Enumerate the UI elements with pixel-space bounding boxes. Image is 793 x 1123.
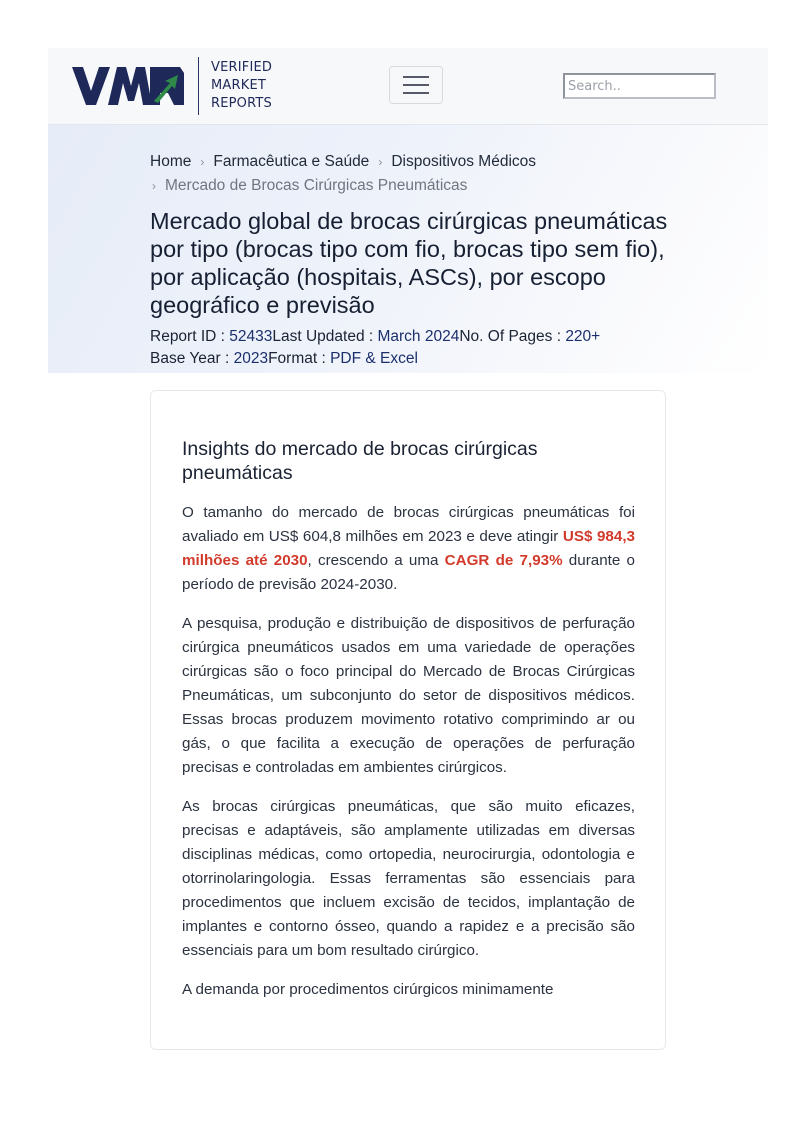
format-value: PDF & Excel bbox=[330, 350, 418, 367]
last-updated-label: Last Updated : bbox=[272, 328, 378, 345]
page-count-label: No. Of Pages : bbox=[459, 328, 566, 345]
breadcrumb-current: Mercado de Brocas Cirúrgicas Pneumáticas bbox=[165, 177, 468, 194]
report-id-label: Report ID : bbox=[150, 328, 230, 345]
report-hero bbox=[48, 125, 768, 373]
insights-paragraph-1 bbox=[182, 501, 635, 597]
base-year-label: Base Year : bbox=[150, 350, 234, 367]
market-insights-card bbox=[150, 390, 666, 1050]
logo-line-1: VERIFIED bbox=[211, 60, 273, 75]
page-title: Mercado global de brocas cirúrgicas pneumáticas por tipo (brocas tipo com fio, brocas tipo sem fio), por aplicação (hospitais, ASCs), por escopo geográfico e previsão bbox=[150, 208, 668, 318]
insights-paragraph-2: A pesquisa, produção e distribuição de dispositivos de perfuração cirúrgica pneumáticos usados em uma variedade de operações cirúrgicas são o foco principal do Mercado de Brocas Cirúrgicas Pneumáticas, um subconjunto do setor de dispositivos médicos. Essas brocas produzem movimento rotativo comprimindo ar ou gás, o que facilita a execução de operações de perfuração precisas e controladas em ambientes cirúrgicos. bbox=[182, 615, 635, 776]
logo-divider bbox=[198, 57, 199, 115]
report-id-value: 52433 bbox=[229, 328, 273, 345]
p1-text-a: O tamanho do mercado de brocas cirúrgicas pneumáticas foi avaliado em US$ 604,8 milhões em 2023 e deve atingir bbox=[182, 504, 635, 545]
chevron-right-icon: › bbox=[378, 155, 383, 169]
report-meta bbox=[150, 326, 670, 370]
page-count-value: 220+ bbox=[565, 328, 601, 345]
logo-line-3: REPORTS bbox=[211, 96, 272, 111]
hamburger-menu-button[interactable] bbox=[389, 66, 443, 104]
vmr-logo-icon bbox=[72, 67, 184, 105]
site-logo[interactable] bbox=[72, 57, 272, 115]
breadcrumb-subcategory-link[interactable]: Dispositivos Médicos bbox=[391, 153, 537, 170]
site-header bbox=[48, 48, 768, 125]
p1-text-c: durante o período de previsão 2024-2030. bbox=[182, 552, 635, 593]
report-meta-row-2 bbox=[150, 348, 670, 370]
insights-paragraph-3: As brocas cirúrgicas pneumáticas, que são muito eficazes, precisas e adaptáveis, são amplamente utilizadas em diversas disciplinas médicas, como ortopedia, neurocirurgia, odontologia e otorrinolaringologia. Essas ferramentas são essenciais para procedimentos que incluem excisão de tecidos, implantação de implantes e contorno ósseo, quando a rapidez e a precisão são essenciais para um bom resultado cirúrgico. bbox=[182, 798, 635, 959]
insights-body bbox=[182, 501, 635, 1017]
breadcrumb-category-link[interactable]: Farmacêutica e Saúde bbox=[213, 153, 370, 170]
logo-wordmark bbox=[211, 59, 272, 113]
base-year-value: 2023 bbox=[233, 350, 269, 367]
hamburger-icon-bar bbox=[403, 92, 429, 94]
cagr-highlight: CAGR de 7,93% bbox=[444, 552, 563, 569]
breadcrumb-home-link[interactable]: Home bbox=[150, 153, 192, 170]
chevron-right-icon: › bbox=[200, 155, 205, 169]
insights-paragraph-4: A demanda por procedimentos cirúrgicos minimamente bbox=[182, 981, 554, 998]
logo-line-2: MARKET bbox=[211, 78, 267, 93]
market-forecast-highlight: US$ 984,3 milhões até 2030 bbox=[182, 528, 635, 569]
report-meta-row-1 bbox=[150, 326, 670, 348]
last-updated-value: March 2024 bbox=[377, 328, 460, 345]
insights-heading: Insights do mercado de brocas cirúrgicas pneumáticas bbox=[182, 438, 538, 484]
hamburger-icon-bar bbox=[403, 76, 429, 78]
chevron-right-icon: › bbox=[152, 179, 156, 193]
search-input[interactable] bbox=[563, 73, 716, 99]
breadcrumb bbox=[150, 150, 670, 198]
p1-text-b: , crescendo a uma bbox=[307, 552, 445, 569]
hamburger-icon-bar bbox=[403, 84, 429, 86]
format-label: Format : bbox=[268, 350, 331, 367]
